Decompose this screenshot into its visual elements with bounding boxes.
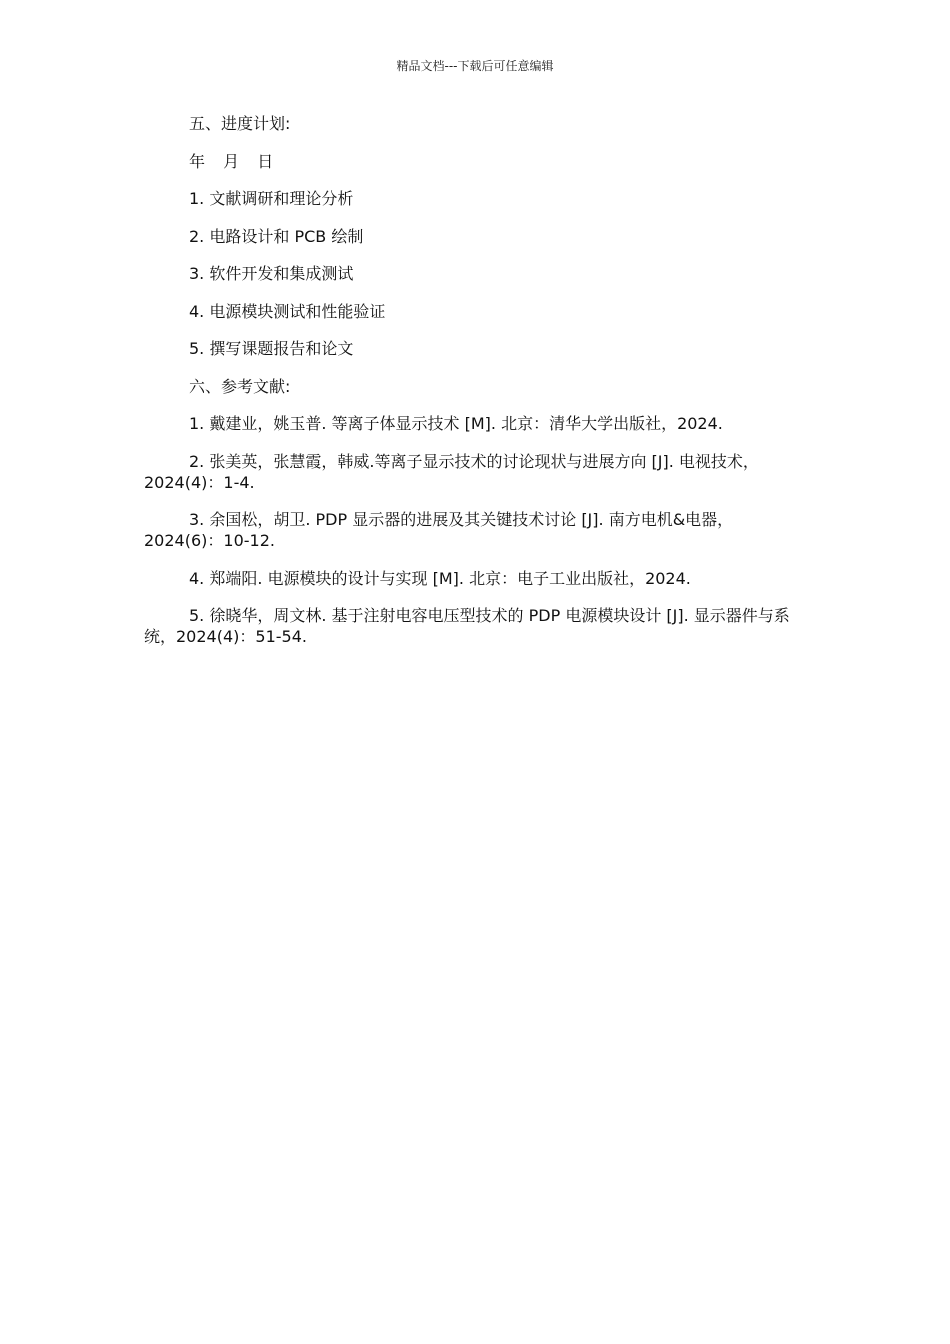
reference-item: 2. 张美英，张慧霞，韩威.等离子显示技术的讨论现状与进展方向 [J]. 电视技术，2024(4)：1-4. [144,451,759,492]
date-placeholder [144,151,808,172]
schedule-item: 4. 电源模块测试和性能验证 [189,301,386,321]
schedule-item: 2. 电路设计和 PCB 绘制 [189,226,364,246]
date-day: 日 [257,151,274,171]
reference-item: 1. 戴建业，姚玉普. 等离子体显示技术 [M]. 北京：清华大学出版社，2024. [189,414,723,433]
schedule-item: 5. 撰写课题报告和论文 [189,339,354,358]
reference-item: 4. 郑端阳. 电源模块的设计与实现 [M]. 北京：电子工业出版社，2024. [189,568,691,588]
reference-item: 3. 余国松，胡卫. PDP 显示器的进展及其关键技术讨论 [J]. 南方电机&电器，2024(6)：10-12. [144,510,734,550]
schedule-item: 1. 文献调研和理论分析 [189,189,354,208]
section-title-references: 六、参考文献: [189,376,291,396]
page-header: 精品文档---下载后可任意编辑 [396,59,554,73]
reference-item: 5. 徐晓华，周文林. 基于注射电容电压型技术的 PDP 电源模块设计 [J]. 显示器件与系统，2024(4)：51-54. [144,606,790,646]
document-body [144,113,808,664]
schedule-item: 3. 软件开发和集成测试 [189,264,354,283]
section-title-schedule: 五、进度计划: [189,114,291,133]
date-month: 月 [223,151,240,171]
date-year: 年 [189,151,206,171]
